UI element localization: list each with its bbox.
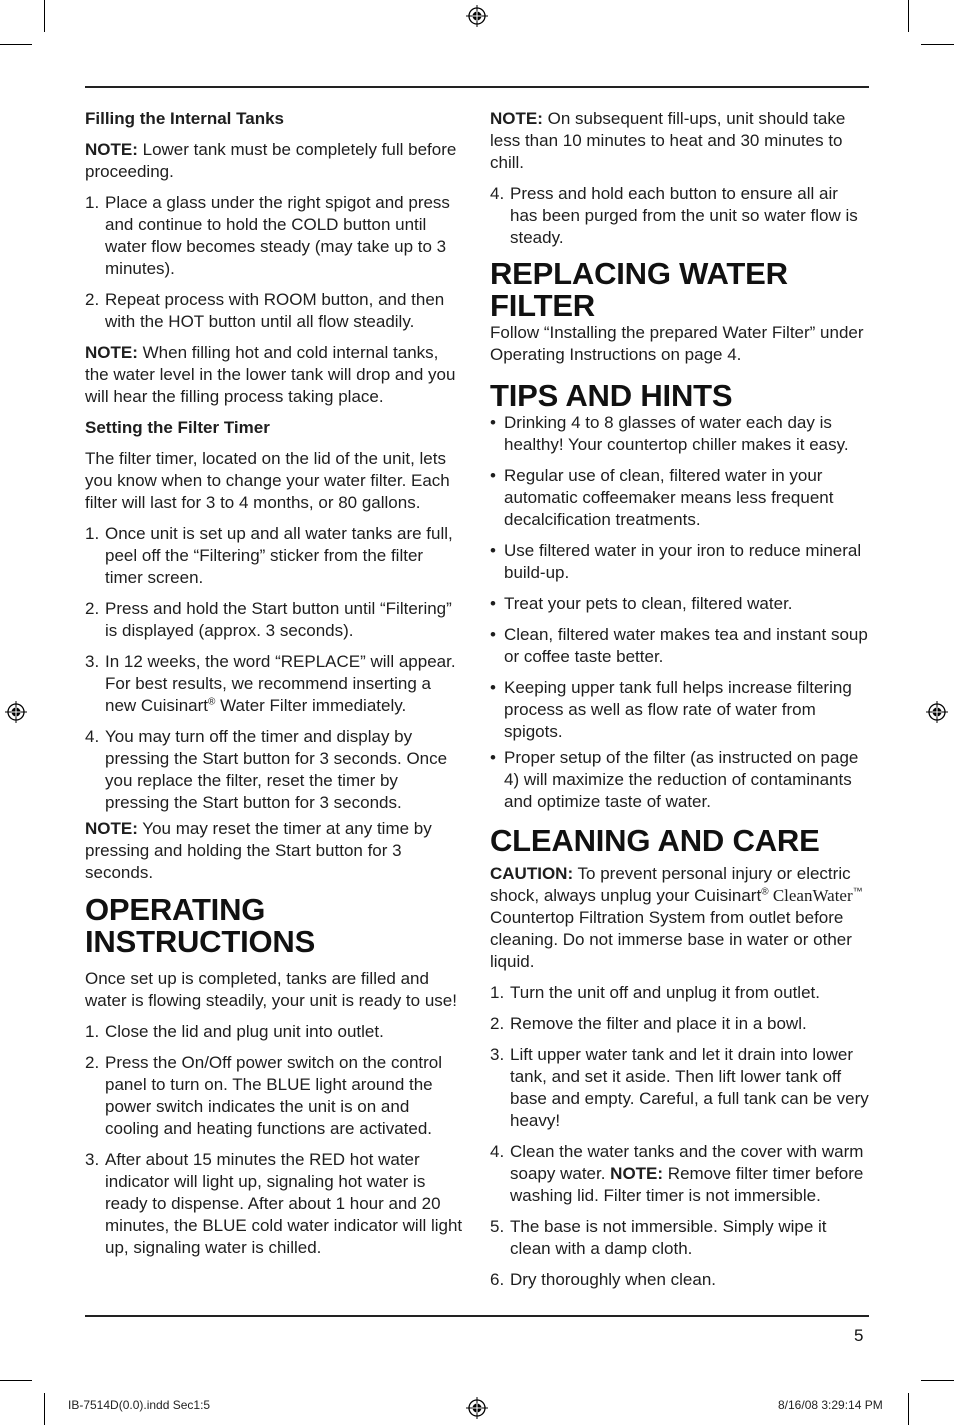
step-text: Once unit is set up and all water tanks are full, peel off the “Filtering” sticker from the filter timer screen. xyxy=(105,524,453,587)
operating-steps-continued xyxy=(490,183,870,249)
registration-mark-icon xyxy=(926,701,948,723)
tips-list xyxy=(490,412,870,813)
caution-body: To prevent personal injury or electric shock, always unplug your Cuisinart xyxy=(490,864,851,905)
fillup-note xyxy=(490,108,870,174)
list-item xyxy=(490,412,870,456)
step-text: The base is not immersible. Simply wipe it clean with a damp cloth. xyxy=(510,1217,827,1258)
list-item xyxy=(490,1013,870,1035)
list-item xyxy=(85,289,465,333)
step-number: 2. xyxy=(85,290,100,309)
step-text: Close the lid and plug unit into outlet. xyxy=(105,1022,384,1041)
step-text: You may turn off the timer and display by pressing the Start button for 3 seconds. Once you replace the filter, reset the timer by pressing the Start button for 3 seconds. xyxy=(105,727,448,812)
crop-mark xyxy=(0,44,32,45)
timer-heading: Setting the Filter Timer xyxy=(85,418,270,437)
list-item xyxy=(85,598,465,642)
operating-heading: OPERATING INSTRUCTIONS xyxy=(85,892,316,959)
trademark-mark: ™ xyxy=(852,886,863,898)
operating-steps xyxy=(85,1021,465,1259)
registration-mark-icon xyxy=(466,1397,488,1419)
step-number: 2. xyxy=(85,599,100,618)
step-text: Place a glass under the right spigot and press and continue to hold the COLD button until water flow becomes steady (may take up to 3 minutes). xyxy=(105,193,450,278)
left-column xyxy=(85,108,465,1268)
filling-note xyxy=(85,139,465,183)
step-number: 5. xyxy=(490,1217,505,1236)
step-text: Lift upper water tank and let it drain into lower tank, and set it aside. Then lift lower tank off base and empty. Careful, a full tank can be very heavy! xyxy=(510,1045,869,1130)
crop-mark xyxy=(908,1393,909,1425)
list-item xyxy=(490,982,870,1004)
list-item xyxy=(490,677,870,743)
step-number: 2. xyxy=(85,1053,100,1072)
note-text: When filling hot and cold internal tanks, the water level in the lower tank will drop and you will hear the filling process taking place. xyxy=(85,343,456,406)
filling-note-2 xyxy=(85,342,465,408)
bottom-rule xyxy=(85,1315,869,1317)
crop-mark xyxy=(921,1380,954,1381)
step-text: Press the On/Off power switch on the control panel to turn on. The BLUE light around the power switch indicates the unit is on and cooling and heating functions are activated. xyxy=(105,1053,443,1138)
right-column xyxy=(490,108,870,1300)
filling-heading: Filling the Internal Tanks xyxy=(85,109,284,128)
bullet-icon: • xyxy=(490,748,496,767)
step-number: 4. xyxy=(490,1142,505,1161)
crop-mark xyxy=(44,1393,45,1425)
step-text: Remove the filter and place it in a bowl. xyxy=(510,1014,807,1033)
step-text: Remove filter timer before washing lid. Filter timer is not immersible. xyxy=(510,1164,864,1205)
step-text: Repeat process with ROOM button, and then with the HOT button until all flow steadily. xyxy=(105,290,445,331)
step-number: 1. xyxy=(85,193,100,212)
list-item xyxy=(490,747,870,813)
list-item xyxy=(85,1052,465,1140)
bullet-icon: • xyxy=(490,466,496,485)
list-item xyxy=(490,540,870,584)
note-text: You may reset the timer at any time by pressing and holding the Start button for 3 seconds. xyxy=(85,819,432,882)
timer-note xyxy=(85,818,465,884)
tip-text: Regular use of clean, filtered water in your automatic coffeemaker means less frequent decalcification treatments. xyxy=(504,466,834,529)
bullet-icon: • xyxy=(490,541,496,560)
cleaning-steps xyxy=(490,982,870,1291)
registered-mark: ® xyxy=(761,886,769,898)
tip-text: Drinking 4 to 8 glasses of water each day is healthy! Your countertop chiller makes it easy. xyxy=(504,413,849,454)
note-text: On subsequent fill-ups, unit should take less than 10 minutes to heat and 30 minutes to chill. xyxy=(490,109,846,172)
step-text: After about 15 minutes the RED hot water indicator will light up, signaling hot water is ready to dispense. After about 1 hour and 20 minutes, the BLUE cold water indicator will light up, signaling water is chilled. xyxy=(105,1150,463,1257)
list-item xyxy=(490,593,870,615)
list-item xyxy=(490,1269,870,1291)
caution-label: CAUTION: xyxy=(490,864,574,883)
tip-text: Use filtered water in your iron to reduce mineral build-up. xyxy=(504,541,862,582)
list-item xyxy=(490,1141,870,1207)
crop-mark xyxy=(921,44,954,45)
registered-mark: ® xyxy=(208,696,216,708)
timer-steps xyxy=(85,523,465,814)
list-item xyxy=(85,651,465,717)
note-text: Lower tank must be completely full before proceeding. xyxy=(85,140,457,181)
list-item xyxy=(490,465,870,531)
step-text: Turn the unit off and unplug it from outlet. xyxy=(510,983,820,1002)
crop-mark xyxy=(44,0,45,32)
list-item xyxy=(490,624,870,668)
list-item xyxy=(490,1216,870,1260)
step-text: Clean the water tanks and the cover with warm soapy water. xyxy=(510,1142,864,1183)
step-text: In 12 weeks, the word “REPLACE” will appear. For best results, we recommend inserting a new Cuisinart xyxy=(105,652,456,715)
note-label: NOTE: xyxy=(85,140,138,159)
step-number: 3. xyxy=(490,1045,505,1064)
crop-mark xyxy=(908,0,909,32)
note-label: NOTE: xyxy=(610,1164,664,1183)
bullet-icon: • xyxy=(490,594,496,613)
timer-intro: The filter timer, located on the lid of the unit, lets you know when to change your water filter. Each filter will last for 3 to 4 months, or 80 gallons. xyxy=(85,449,450,512)
list-item xyxy=(85,523,465,589)
tip-text: Keeping upper tank full helps increase filtering process as well as flow rate of water from spigots. xyxy=(504,678,852,741)
list-item xyxy=(85,726,465,814)
crop-mark xyxy=(0,1380,32,1381)
tips-heading: TIPS AND HINTS xyxy=(490,378,733,413)
tip-text: Treat your pets to clean, filtered water. xyxy=(504,594,793,613)
step-number: 3. xyxy=(85,652,100,671)
step-text: Press and hold each button to ensure all air has been purged from the unit so water flow is steady. xyxy=(510,184,858,247)
note-label: NOTE: xyxy=(490,109,543,128)
slug-file-info: IB-7514D(0.0).indd Sec1:5 xyxy=(68,1398,211,1412)
page-number: 5 xyxy=(854,1326,864,1345)
note-label: NOTE: xyxy=(85,343,138,362)
slug-timestamp: 8/16/08 3:29:14 PM xyxy=(778,1398,883,1412)
tip-text: Clean, filtered water makes tea and instant soup or coffee taste better. xyxy=(504,625,868,666)
step-number: 2. xyxy=(490,1014,505,1033)
registration-mark-icon xyxy=(5,701,27,723)
step-number: 1. xyxy=(85,524,100,543)
bullet-icon: • xyxy=(490,625,496,644)
list-item xyxy=(85,1149,465,1259)
top-rule xyxy=(85,86,869,88)
caution-body: Countertop Filtration System from outlet before cleaning. Do not immerse base in water or other liquid. xyxy=(490,908,852,971)
step-number: 1. xyxy=(85,1022,100,1041)
step-text: Dry thoroughly when clean. xyxy=(510,1270,717,1289)
replacing-text: Follow “Installing the prepared Water Filter” under Operating Instructions on page 4. xyxy=(490,323,864,364)
brand-name: CleanWater xyxy=(768,886,853,905)
replacing-heading: REPLACING WATER FILTER xyxy=(490,256,788,323)
filling-steps xyxy=(85,192,465,333)
operating-intro: Once set up is completed, tanks are filled and water is flowing steadily, your unit is ready to use! xyxy=(85,969,457,1010)
list-item xyxy=(490,1044,870,1132)
step-number: 1. xyxy=(490,983,505,1002)
registration-mark-icon xyxy=(466,5,488,27)
list-item xyxy=(85,1021,465,1043)
step-text: Water Filter immediately. xyxy=(215,696,407,715)
bullet-icon: • xyxy=(490,678,496,697)
step-number: 3. xyxy=(85,1150,100,1169)
cleaning-heading: CLEANING AND CARE xyxy=(490,823,820,858)
step-number: 4. xyxy=(85,727,100,746)
list-item xyxy=(490,183,870,249)
note-label: NOTE: xyxy=(85,819,138,838)
list-item xyxy=(85,192,465,280)
tip-text: Proper setup of the filter (as instructed on page 4) will maximize the reduction of contaminants and optimize taste of water. xyxy=(504,748,859,811)
step-number: 4. xyxy=(490,184,505,203)
caution-text xyxy=(490,863,870,973)
step-number: 6. xyxy=(490,1270,505,1289)
step-text: Press and hold the Start button until “Filtering” is displayed (approx. 3 seconds). xyxy=(105,599,452,640)
bullet-icon: • xyxy=(490,413,496,432)
